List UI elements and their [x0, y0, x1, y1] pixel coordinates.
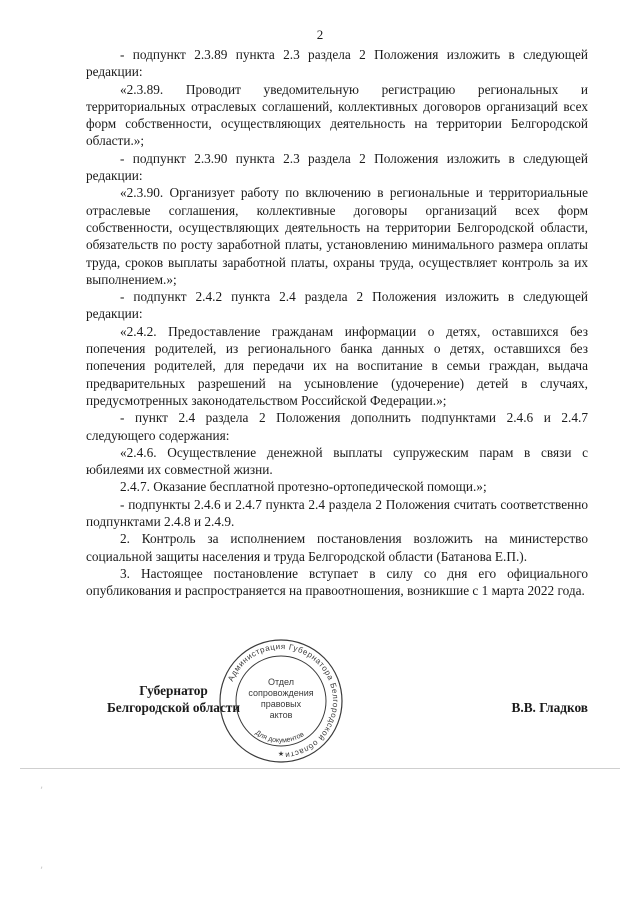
paragraph: - подпункт 2.3.90 пункта 2.3 раздела 2 Положения изложить в следующей редакции:	[86, 150, 588, 184]
paragraph: «2.4.6. Осуществление денежной выплаты супружеским парам в связи с юбилеями их совместной жизни.	[86, 444, 588, 478]
signatory-name: В.В. Гладков	[511, 700, 588, 715]
paragraph: «2.3.89. Проводит уведомительную регистрацию региональных и территориальных отраслевых соглашений, коллективных договоров организаций всех форм собственности, осуществляющих деятельность на территории Белгородской области.»;	[86, 81, 588, 149]
scan-mark: ,	[40, 860, 44, 871]
stamp-star-icon: ★	[277, 750, 285, 758]
paragraph: «2.3.90. Организует работу по включению в региональные и территориальные отраслевые соглашения, коллективные договоры организаций всех форм собственности, осуществляющих деятельность на территории Белгородской области, обязательств по росту заработной платы, установлению минимального размера оплаты труда, сроков выплаты заработной платы, охраны труда, осуществляет контроль за их выполнением.»;	[86, 185, 588, 287]
paragraph: 2.4.7. Оказание бесплатной протезно-ортопедической помощи.»;	[120, 479, 487, 495]
paragraph: - пункт 2.4 раздела 2 Положения дополнить подпунктами 2.4.6 и 2.4.7 следующего содержания:	[86, 410, 588, 443]
signatory-position-line: Губернатор	[139, 683, 208, 698]
scan-mark: ,	[40, 780, 44, 791]
document-body	[86, 46, 588, 600]
official-stamp	[218, 638, 344, 764]
paragraph: - подпункт 2.4.2 пункта 2.4 раздела 2 Положения изложить в следующей редакции:	[86, 289, 588, 322]
paragraph: - подпункты 2.4.6 и 2.4.7 пункта 2.4 раздела 2 Положения считать соответственно подпунктами 2.4.8 и 2.4.9.	[86, 496, 588, 530]
paragraph: 2. Контроль за исполнением постановления возложить на министерство социальной защиты населения и труда Белгородской области (Батанова Е.П.).	[86, 531, 588, 564]
stamp-center-line: Отдел	[267, 677, 295, 687]
stamp-bottom-text: Для документов	[253, 729, 306, 745]
stamp-center-line: актов	[269, 710, 293, 720]
signatory-position-line: Белгородской области	[106, 700, 241, 715]
paragraph: 3. Настоящее постановление вступает в силу со дня его официального опубликования и распространяется на правоотношения, возникшие с 1 марта 2022 года.	[86, 565, 588, 599]
page-divider	[20, 768, 620, 769]
page-number: 2	[316, 27, 324, 42]
stamp-ring-text: Администрация Губернатора Белгородской области	[226, 641, 341, 760]
stamp-center-line: сопровождения	[248, 688, 314, 698]
paragraph: «2.4.2. Предоставление гражданам информации о детях, оставшихся без попечения родителей, из регионального банка данных о детях, оставшихся без попечения родителей, для передачи их на воспитание в семьи граждан, выдача предварительных разрешений на усыновление (удочерение) детей в случаях, предусмотренных законодательством Российской Федерации.»;	[86, 323, 588, 408]
stamp-center-line: правовых	[260, 699, 302, 709]
paragraph: - подпункт 2.3.89 пункта 2.3 раздела 2 Положения изложить в следующей редакции:	[86, 47, 588, 80]
